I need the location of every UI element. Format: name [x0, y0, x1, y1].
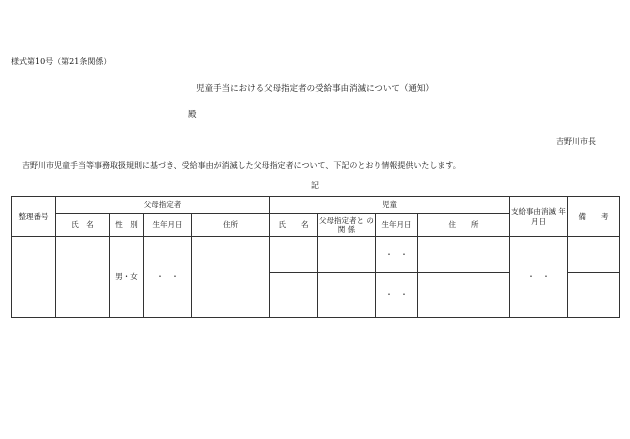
- form-number: 様式第10号（第21条関係）: [11, 57, 112, 66]
- ki-marker: 記: [311, 181, 319, 190]
- cell-child-name[interactable]: [270, 237, 318, 273]
- document-title: 児童手当における父母指定者の受給事由消滅について（通知）: [196, 84, 434, 94]
- cell-child-address[interactable]: [418, 273, 510, 318]
- cell-remarks[interactable]: [568, 273, 620, 318]
- cell-parent-sex[interactable]: 男・女: [110, 237, 144, 318]
- header-child-group: 児童: [270, 197, 510, 214]
- sender: 吉野川市長: [556, 137, 596, 146]
- header-loss-date: 支給事由消滅 年月日: [510, 197, 568, 237]
- header-child-name: 氏 名: [270, 214, 318, 237]
- header-parent-address: 住所: [192, 214, 270, 237]
- header-parent-sex: 性 別: [110, 214, 144, 237]
- header-remarks: 備 考: [568, 197, 620, 237]
- body-text: 吉野川市児童手当等事務取扱規則に基づき、受給事由が消滅した父母指定者について、下記のとおり情報提供いたします。: [22, 161, 461, 170]
- cell-serial[interactable]: [12, 237, 56, 318]
- info-table: [11, 196, 620, 318]
- header-child-dob: 生年月日: [376, 214, 418, 237]
- header-parent-dob: 生年月日: [144, 214, 192, 237]
- cell-child-relation[interactable]: [318, 273, 376, 318]
- header-row-1: [12, 197, 620, 214]
- header-parent-name: 氏 名: [56, 214, 110, 237]
- cell-parent-dob[interactable]: ・ ・: [144, 237, 192, 318]
- cell-child-relation[interactable]: [318, 237, 376, 273]
- cell-child-name[interactable]: [270, 273, 318, 318]
- addressee-suffix: 殿: [188, 110, 197, 120]
- cell-child-dob[interactable]: ・ ・: [376, 273, 418, 318]
- header-child-relation: 父母指定者と の 関 係: [318, 214, 376, 237]
- cell-remarks[interactable]: [568, 237, 620, 273]
- cell-parent-name[interactable]: [56, 237, 110, 318]
- table-row: [12, 237, 620, 273]
- cell-parent-address[interactable]: [192, 237, 270, 318]
- cell-child-address[interactable]: [418, 237, 510, 273]
- header-child-address: 住 所: [418, 214, 510, 237]
- header-serial: 整理番号: [12, 197, 56, 237]
- header-parent-group: 父母指定者: [56, 197, 270, 214]
- cell-loss-date[interactable]: ・ ・: [510, 237, 568, 318]
- cell-child-dob[interactable]: ・ ・: [376, 237, 418, 273]
